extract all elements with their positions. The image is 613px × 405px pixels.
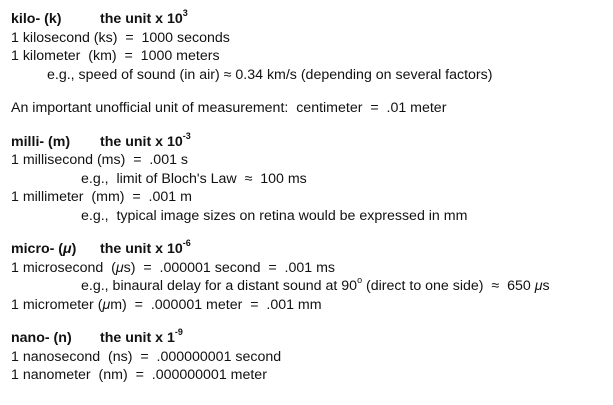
- document: [11, 10, 606, 385]
- kilosecond-line: 1 kilosecond (ks) = 1000 seconds: [11, 29, 230, 46]
- kilo-exponent: 3: [182, 8, 188, 19]
- milli-exponent: -3: [182, 130, 191, 141]
- milli-heading: [11, 130, 606, 152]
- milli-unit-text: the unit x 10: [100, 133, 183, 150]
- microsecond-text-a: 1 microsecond (: [11, 259, 116, 276]
- spacer: [11, 118, 606, 133]
- micro-exponent: -6: [182, 238, 191, 249]
- spacer: [11, 84, 606, 99]
- micro-example-binaural: [11, 277, 606, 296]
- micrometer-text-a: 1 micrometer (: [11, 296, 103, 313]
- nano-heading: [11, 329, 606, 348]
- nano-unit-text: the unit x 1: [100, 330, 175, 346]
- spacer: [11, 314, 606, 329]
- nanosecond-line: 1 nanosecond (ns) = .000000001 second: [11, 348, 282, 365]
- milli-prefix: milli- (m): [11, 133, 71, 150]
- mu-symbol: μ: [63, 241, 72, 257]
- micro-prefix-close: ): [71, 241, 77, 257]
- centimeter-note: An important unofficial unit of measurement: centimeter = .01 meter: [11, 100, 447, 116]
- micro-prefix-text: micro- (: [11, 241, 64, 257]
- micrometer-line: [11, 296, 606, 315]
- binaural-text-c: s: [542, 278, 550, 294]
- millimeter-line: 1 millimeter (mm) = .001 m: [11, 189, 192, 205]
- milli-example-retina: e.g., typical image sizes on retina would be expressed in mm: [81, 207, 468, 224]
- kilometer-line: 1 kilometer (km) = 1000 meters: [11, 48, 220, 64]
- mu-symbol: μ: [115, 259, 124, 276]
- mu-symbol: μ: [102, 296, 111, 313]
- nano-exponent: -9: [174, 327, 183, 338]
- micro-heading: [11, 240, 606, 259]
- nano-prefix: nano- (n): [11, 330, 72, 346]
- kilo-heading: [11, 10, 606, 29]
- kilo-unit-text: the unit x 10: [100, 11, 183, 27]
- kilo-example: e.g., speed of sound (in air) ≈ 0.34 km/s (depending on several factors): [47, 66, 493, 83]
- nanometer-line: 1 nanometer (nm) = .000000001 meter: [11, 367, 267, 383]
- microsecond-text-b: s) = .000001 second = .001 ms: [123, 259, 336, 276]
- spacer: [11, 225, 606, 240]
- micrometer-text-b: m) = .000001 meter = .001 mm: [110, 296, 322, 313]
- micro-prefix: [11, 240, 100, 259]
- microsecond-line: [11, 259, 606, 278]
- mu-symbol: μ: [534, 278, 543, 294]
- degree-symbol: o: [357, 275, 363, 286]
- binaural-text-b: (direct to one side) ≈ 650: [362, 278, 535, 294]
- millisecond-line: 1 millisecond (ms) = .001 s: [11, 152, 189, 168]
- binaural-text-a: e.g., binaural delay for a distant sound at 90: [81, 278, 358, 294]
- micro-unit-text: the unit x 10: [100, 241, 183, 257]
- kilo-prefix: kilo- (k): [11, 11, 62, 27]
- milli-example-bloch: e.g., limit of Bloch's Law ≈ 100 ms: [81, 170, 307, 187]
